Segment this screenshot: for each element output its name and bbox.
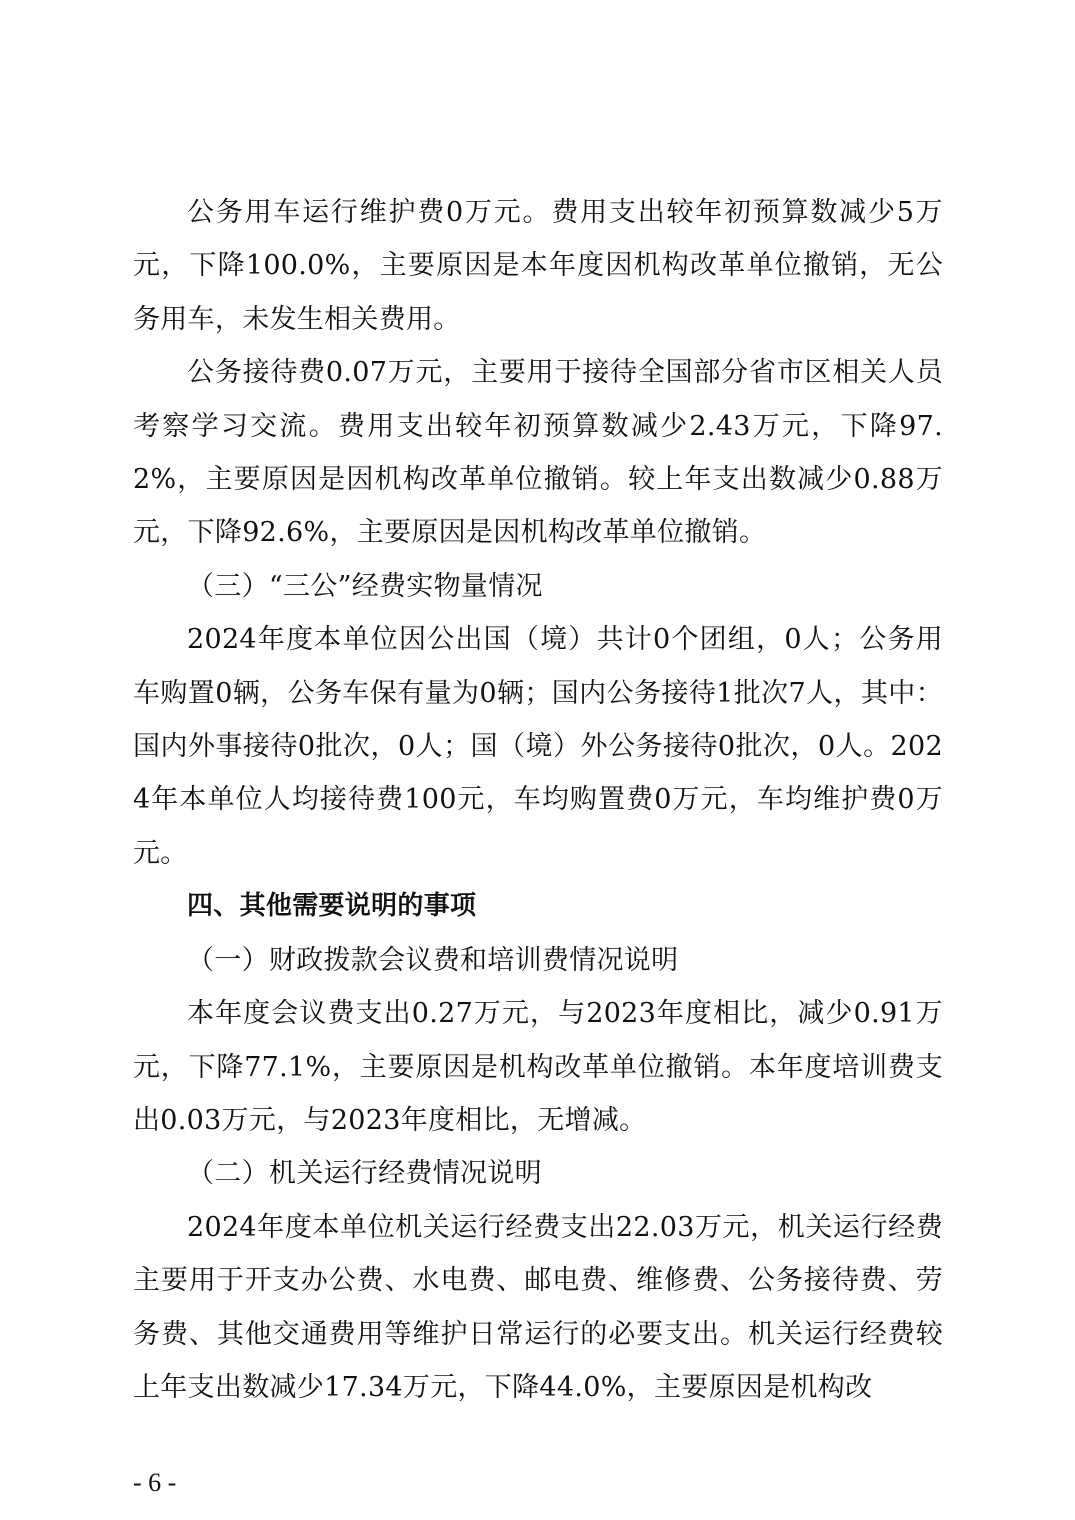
paragraph-meeting-training: 本年度会议费支出0.27万元，与2023年度相比，减少0.91万元，下降77.1%，主要原因是机构改革单位撤销。本年度培训费支出0.03万元，与2023年度相比，无增减。	[133, 998, 943, 1136]
paragraph-reception-expense: 公务接待费0.07万元，主要用于接待全国部分省市区相关人员考察学习交流。费用支出较年初预算数减少2.43万元，下降97.2%，主要原因是因机构改革单位撤销。较上年支出数减少0.88万元，下降92.6%，主要原因是因机构改革单位撤销。	[133, 357, 943, 549]
document-body	[133, 186, 943, 1414]
subheading-operating-expense: （二）机关运行经费情况说明	[187, 1158, 542, 1190]
paragraph-vehicle-maintenance: 公务用车运行维护费0万元。费用支出较年初预算数减少5万元，下降100.0%，主要原因是本年度因机构改革单位撤销，无公务用车，未发生相关费用。	[133, 197, 943, 335]
paragraph-operating-expense: 2024年度本单位机关运行经费支出22.03万元，机关运行经费主要用于开支办公费、水电费、邮电费、维修费、公务接待费、劳务费、其他交通费用等维护日常运行的必要支出。机关运行经费较上年支出数减少17.34万元，下降44.0%，主要原因是机构改	[133, 1211, 943, 1403]
subheading-meeting-training: （一）财政拨款会议费和培训费情况说明	[187, 944, 679, 976]
section-heading-other-matters: 四、其他需要说明的事项	[187, 891, 477, 922]
subheading-physical-quantity: （三）“三公”经费实物量情况	[187, 570, 543, 602]
page-number: - 6 -	[133, 1468, 177, 1497]
paragraph-physical-quantity: 2024年度本单位因公出国（境）共计0个团组，0人；公务用车购置0辆，公务车保有量为0辆；国内公务接待1批次7人，其中：国内外事接待0批次，0人；国（境）外公务接待0批次，0人。2024年本单位人均接待费100元，车均购置费0万元，车均维护费0万元。	[133, 624, 943, 869]
